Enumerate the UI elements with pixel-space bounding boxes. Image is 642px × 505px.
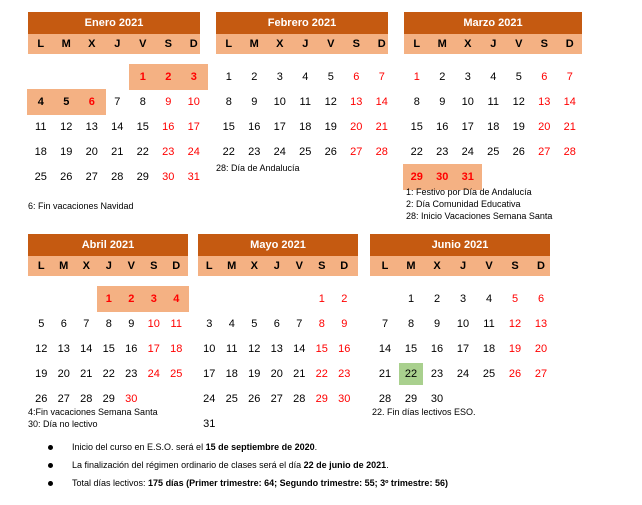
calendar-day: 20: [57, 368, 70, 380]
calendar-day: 14: [293, 343, 306, 355]
calendar-day: 28: [563, 146, 576, 158]
calendar-day: 26: [35, 393, 48, 405]
calendar-day: 19: [512, 121, 525, 133]
weekday-label: V: [295, 260, 303, 272]
calendar-day: 26: [508, 368, 522, 380]
weekday-header: [370, 256, 550, 276]
calendar-day: 1: [225, 71, 232, 83]
calendar-day: 30: [430, 393, 444, 405]
calendar-day: 2: [251, 71, 258, 83]
calendar-day: 19: [60, 146, 73, 158]
calendar-day: 10: [203, 343, 216, 355]
weekday-label: L: [205, 260, 213, 272]
calendar-day: 20: [270, 368, 283, 380]
calendar-day: 29: [404, 393, 418, 405]
calendar-day: 4: [490, 71, 497, 83]
calendar-day: 21: [293, 368, 306, 380]
weekday-label: X: [250, 260, 258, 272]
calendar-day: 7: [296, 318, 303, 330]
calendar-day: 2: [439, 71, 446, 83]
calendar-day: 3: [190, 71, 197, 83]
calendar-abril: [28, 234, 188, 419]
calendar-marzo: [404, 12, 582, 197]
calendar-day: 5: [63, 96, 70, 108]
calendar-day: 3: [150, 293, 157, 305]
calendar-day: 1: [139, 71, 146, 83]
bullet-text: Total días lectivos: 175 días (Primer trimestre: 64; Segundo trimestre: 55; 3º trimestre: 56): [72, 478, 448, 488]
calendar-day: 4: [173, 293, 180, 305]
weekday-label: J: [490, 38, 497, 50]
weekday-label: V: [327, 38, 335, 50]
calendar-day: 18: [34, 146, 47, 158]
calendar-day: 7: [381, 318, 389, 330]
weekday-label: D: [537, 260, 545, 272]
calendar-day: 10: [187, 96, 200, 108]
calendar-day: 8: [413, 96, 420, 108]
calendar-day: 23: [430, 368, 444, 380]
calendar-day: 27: [270, 393, 283, 405]
calendar-day: 17: [187, 121, 200, 133]
calendar-day: 18: [482, 343, 496, 355]
calendar-day: 9: [433, 318, 441, 330]
calendar-day: 22: [404, 368, 418, 380]
calendar-day: 28: [80, 393, 93, 405]
calendar-day: 12: [35, 343, 48, 355]
calendar-day: 27: [85, 171, 98, 183]
weekday-label: V: [139, 38, 147, 50]
note-marzo-2: 2: Día Comunidad Educativa: [406, 199, 521, 209]
calendar-day: 21: [80, 368, 93, 380]
calendar-day: 9: [341, 318, 348, 330]
calendar-day: 16: [338, 343, 351, 355]
weekday-label: D: [377, 38, 386, 50]
note-abril-1: 4:Fin vacaciones Semana Santa: [28, 407, 158, 417]
weekday-label: J: [273, 260, 280, 272]
weekday-label: M: [59, 260, 69, 272]
calendar-day: 7: [114, 96, 121, 108]
calendar-day: 12: [508, 318, 522, 330]
calendar-day: 29: [410, 171, 423, 183]
weekday-label: M: [249, 38, 259, 50]
calendar-day: 14: [375, 96, 388, 108]
calendar-day: 30: [436, 171, 449, 183]
calendar-day: 19: [35, 368, 48, 380]
calendar-day: 1: [413, 71, 420, 83]
calendar-day: 27: [538, 146, 551, 158]
calendar-day: 26: [512, 146, 525, 158]
calendar-day: 1: [105, 293, 112, 305]
calendar-day: 12: [248, 343, 261, 355]
note-enero: 6: Fin vacaciones Navidad: [28, 201, 134, 211]
calendar-day: 13: [534, 318, 548, 330]
calendar-day: 24: [461, 146, 474, 158]
weekday-label: M: [227, 260, 237, 272]
calendar-day: 25: [225, 393, 238, 405]
calendar-day: 8: [318, 318, 325, 330]
calendar-day: 9: [439, 96, 446, 108]
month-title: Junio 2021: [370, 234, 550, 256]
weekday-header: [216, 34, 388, 54]
weekday-label: S: [150, 260, 158, 272]
calendar-day: 13: [350, 96, 363, 108]
calendar-day: 4: [228, 318, 235, 330]
calendar-day: 11: [299, 96, 311, 108]
calendar-day: 25: [34, 171, 47, 183]
calendar-day: 18: [225, 368, 238, 380]
calendar-day: 12: [324, 96, 337, 108]
calendar-day: 1: [318, 293, 325, 305]
calendar-day: 23: [436, 146, 449, 158]
calendar-day: 6: [88, 96, 95, 108]
calendar-day: 31: [203, 418, 216, 430]
calendar-day: 22: [315, 368, 328, 380]
calendar-day: 5: [251, 318, 258, 330]
weekday-label: X: [82, 260, 90, 272]
calendar-day: 16: [430, 343, 444, 355]
calendar-mayo: [198, 234, 358, 430]
calendar-day: 11: [487, 96, 499, 108]
calendar-day: 13: [85, 121, 98, 133]
weekday-label: D: [565, 38, 574, 50]
month-title: Enero 2021: [28, 12, 200, 34]
calendar-day: 16: [436, 121, 449, 133]
bullet-text: La finalización del régimen ordinario de clases será el día 22 de junio de 2021.: [72, 460, 389, 470]
calendar-day: 7: [378, 71, 385, 83]
calendar-day: 24: [147, 368, 160, 380]
calendar-day: 15: [222, 121, 235, 133]
calendar-day: 18: [170, 343, 183, 355]
calendar-day: 22: [222, 146, 235, 158]
calendar-day: 25: [487, 146, 500, 158]
calendar-day: 24: [203, 393, 216, 405]
calendar-day: 14: [378, 343, 392, 355]
calendar-day: 27: [534, 368, 548, 380]
calendar-day: 29: [315, 393, 328, 405]
weekday-label: X: [433, 260, 441, 272]
calendar-day: 11: [483, 318, 495, 330]
calendar-day: 17: [147, 343, 160, 355]
calendar-day: 22: [410, 146, 423, 158]
weekday-label: S: [318, 260, 326, 272]
calendar-day: 26: [60, 171, 73, 183]
weekday-label: M: [437, 38, 447, 50]
calendar-day: 31: [187, 171, 200, 183]
calendar-day: 28: [375, 146, 388, 158]
calendar-day: 12: [512, 96, 525, 108]
calendar-day: 31: [461, 171, 474, 183]
calendar-day: 30: [162, 171, 175, 183]
calendar-day: 22: [102, 368, 115, 380]
weekday-label: X: [464, 38, 472, 50]
weekday-label: S: [352, 38, 360, 50]
note-febrero: 28: Día de Andalucía: [216, 163, 300, 173]
note-junio: 22. Fin días lectivos ESO.: [372, 407, 476, 417]
calendar-day: 27: [350, 146, 363, 158]
calendar-day: 16: [162, 121, 175, 133]
calendar-day: 24: [187, 146, 200, 158]
calendar-day: 7: [83, 318, 90, 330]
weekday-label: S: [511, 260, 519, 272]
calendar-day: 30: [125, 393, 138, 405]
weekday-label: J: [302, 38, 309, 50]
calendar-day: 19: [508, 343, 522, 355]
calendar-day: 14: [563, 96, 576, 108]
calendar-day: 14: [111, 121, 124, 133]
calendar-day: 25: [170, 368, 183, 380]
calendar-day: 29: [102, 393, 115, 405]
weekday-label: V: [515, 38, 523, 50]
calendar-day: 9: [165, 96, 172, 108]
calendar-day: 13: [57, 343, 70, 355]
month-title: Febrero 2021: [216, 12, 388, 34]
calendar-day: 26: [248, 393, 261, 405]
calendar-day: 4: [302, 71, 309, 83]
calendar-day: 20: [538, 121, 551, 133]
calendar-day: 26: [324, 146, 337, 158]
calendar-day: 8: [407, 318, 415, 330]
calendar-day: 5: [511, 293, 519, 305]
calendar-day: 4: [37, 96, 44, 108]
calendar-day: 2: [433, 293, 441, 305]
calendar-day: 6: [537, 293, 545, 305]
calendar-day: 24: [273, 146, 286, 158]
weekday-label: J: [459, 260, 467, 272]
note-marzo-3: 28: Inicio Vacaciones Semana Santa: [406, 211, 553, 221]
weekday-label: J: [114, 38, 121, 50]
calendar-day: 21: [378, 368, 392, 380]
calendar-day: 20: [85, 146, 98, 158]
calendar-day: 4: [485, 293, 493, 305]
calendar-day: 13: [270, 343, 283, 355]
calendar-day: 3: [276, 71, 283, 83]
calendar-day: 15: [315, 343, 328, 355]
weekday-label: D: [189, 38, 198, 50]
calendar-day: 18: [299, 121, 312, 133]
calendar-day: 5: [515, 71, 522, 83]
calendar-day: 10: [147, 318, 160, 330]
weekday-label: D: [340, 260, 349, 272]
calendar-day: 24: [456, 368, 470, 380]
calendar-day: 25: [299, 146, 312, 158]
calendar-day: 23: [162, 146, 175, 158]
weekday-label: M: [61, 38, 71, 50]
calendar-day: 9: [251, 96, 258, 108]
weekday-label: L: [381, 260, 389, 272]
calendar-day: 10: [273, 96, 286, 108]
calendar-day: 11: [35, 121, 47, 133]
calendar-day: 21: [563, 121, 576, 133]
calendar-day: 23: [248, 146, 261, 158]
calendar-day: 10: [456, 318, 470, 330]
calendar-day: 8: [225, 96, 232, 108]
calendar-day: 25: [482, 368, 496, 380]
calendar-day: 10: [461, 96, 474, 108]
note-marzo-1: 1: Festivo por Día de Andalucía: [406, 187, 532, 197]
calendar-day: 22: [136, 146, 149, 158]
weekday-label: L: [413, 38, 421, 50]
calendar-day: 19: [248, 368, 261, 380]
weekday-header: [404, 34, 582, 54]
calendar-day: 17: [273, 121, 286, 133]
calendar-day: 21: [111, 146, 124, 158]
month-title: Mayo 2021: [198, 234, 358, 256]
calendar-day: 16: [248, 121, 261, 133]
calendar-day: 2: [128, 293, 135, 305]
calendar-day: 6: [353, 71, 360, 83]
calendar-day: 6: [541, 71, 548, 83]
calendar-day: 23: [125, 368, 138, 380]
calendar-day: 23: [338, 368, 351, 380]
calendar-day: 15: [102, 343, 115, 355]
calendar-day: 30: [338, 393, 351, 405]
calendar-day: 11: [170, 318, 182, 330]
calendar-day: 3: [206, 318, 213, 330]
bullet-text: Inicio del curso en E.S.O. será el 15 de septiembre de 2020.: [72, 442, 318, 452]
calendar-day: 28: [378, 393, 392, 405]
calendar-junio: [370, 234, 550, 419]
weekday-header: [198, 256, 358, 276]
calendar-day: 27: [57, 393, 70, 405]
bullet-dot: [48, 481, 53, 486]
calendar-day: 17: [203, 368, 216, 380]
weekday-label: S: [164, 38, 172, 50]
note-abril-2: 30: Día no lectivo: [28, 419, 98, 429]
calendar-day: 7: [566, 71, 573, 83]
calendar-enero: [28, 12, 200, 197]
calendar-day: 5: [327, 71, 334, 83]
weekday-header: [28, 256, 188, 276]
weekday-label: M: [406, 260, 416, 272]
weekday-header: [28, 34, 200, 54]
weekday-label: D: [172, 260, 181, 272]
calendar-day: 28: [111, 171, 124, 183]
weekday-label: X: [88, 38, 96, 50]
calendar-day: 3: [464, 71, 471, 83]
calendar-day: 6: [273, 318, 280, 330]
calendar-day: 2: [341, 293, 348, 305]
bullet-dot: [48, 463, 53, 468]
bullet-dot: [48, 445, 53, 450]
weekday-label: L: [37, 260, 45, 272]
calendar-day: 14: [80, 343, 93, 355]
calendar-day: 12: [60, 121, 73, 133]
month-title: Marzo 2021: [404, 12, 582, 34]
calendar-day: 9: [128, 318, 135, 330]
calendar-day: 18: [487, 121, 500, 133]
calendar-day: 17: [456, 343, 470, 355]
calendar-day: 28: [293, 393, 306, 405]
weekday-label: X: [276, 38, 284, 50]
calendar-day: 15: [136, 121, 149, 133]
month-title: Abril 2021: [28, 234, 188, 256]
weekday-label: V: [485, 260, 493, 272]
calendar-day: 20: [350, 121, 363, 133]
calendar-day: 20: [534, 343, 548, 355]
calendar-day: 8: [105, 318, 112, 330]
calendar-day: 17: [461, 121, 474, 133]
calendar-day: 16: [125, 343, 138, 355]
calendar-day: 19: [324, 121, 337, 133]
calendar-day: 21: [375, 121, 388, 133]
weekday-label: L: [225, 38, 233, 50]
calendar-day: 15: [410, 121, 423, 133]
weekday-label: V: [127, 260, 135, 272]
weekday-label: L: [37, 38, 45, 50]
weekday-label: S: [540, 38, 548, 50]
calendar-day: 2: [165, 71, 172, 83]
calendar-day: 11: [226, 343, 238, 355]
weekday-label: J: [105, 260, 112, 272]
calendar-day: 3: [459, 293, 467, 305]
calendar-day: 8: [139, 96, 146, 108]
calendar-day: 6: [60, 318, 67, 330]
calendar-day: 1: [407, 293, 415, 305]
calendar-day: 29: [136, 171, 149, 183]
calendar-day: 13: [538, 96, 551, 108]
calendar-day: 5: [38, 318, 45, 330]
calendar-day: 15: [404, 343, 418, 355]
